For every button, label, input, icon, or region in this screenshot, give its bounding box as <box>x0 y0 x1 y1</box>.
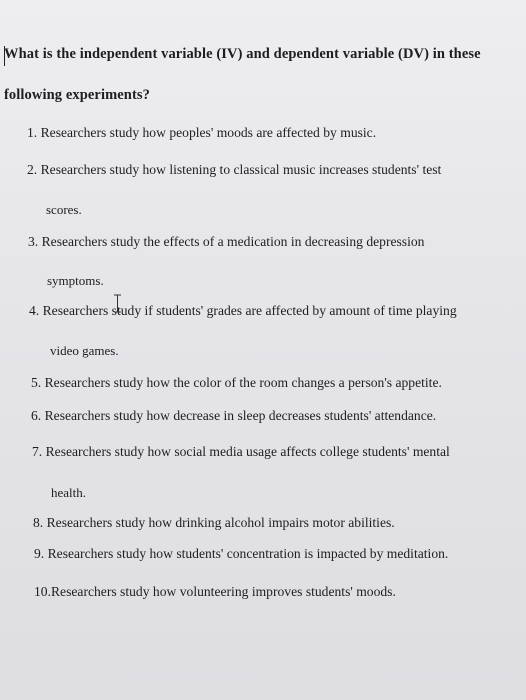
list-item-6: 6. Researchers study how decrease in sleep decreases students' attendance. <box>31 408 437 423</box>
list-item-9: 9. Researchers study how students' concentration is impacted by meditation. <box>34 546 449 561</box>
list-item-1: 1. Researchers study how peoples' moods are affected by music. <box>27 125 377 140</box>
list-item-7: 7. Researchers study how social media usage affects college students' mental <box>32 444 450 459</box>
question-heading-line-1: What is the independent variable (IV) and dependent variable (DV) in these <box>4 46 481 62</box>
list-item-2-continuation: scores. <box>46 202 82 217</box>
list-item-4-continuation: video games. <box>50 343 119 358</box>
list-item-3: 3. Researchers study the effects of a medication in decreasing depression <box>28 234 425 249</box>
list-item-5: 5. Researchers study how the color of the room changes a person's appetite. <box>31 375 442 390</box>
question-heading-line-2: following experiments? <box>4 87 150 103</box>
list-item-8: 8. Researchers study how drinking alcohol impairs motor abilities. <box>33 515 395 530</box>
list-item-10: 10.Researchers study how volunteering improves students' moods. <box>34 584 396 599</box>
list-item-7-continuation: health. <box>51 485 87 500</box>
list-item-3-continuation: symptoms. <box>47 273 104 288</box>
list-item-4: 4. Researchers study if students' grades are affected by amount of time playing <box>29 303 457 318</box>
list-item-2: 2. Researchers study how listening to classical music increases students' test <box>27 162 442 177</box>
i-beam-cursor-icon <box>113 294 122 313</box>
